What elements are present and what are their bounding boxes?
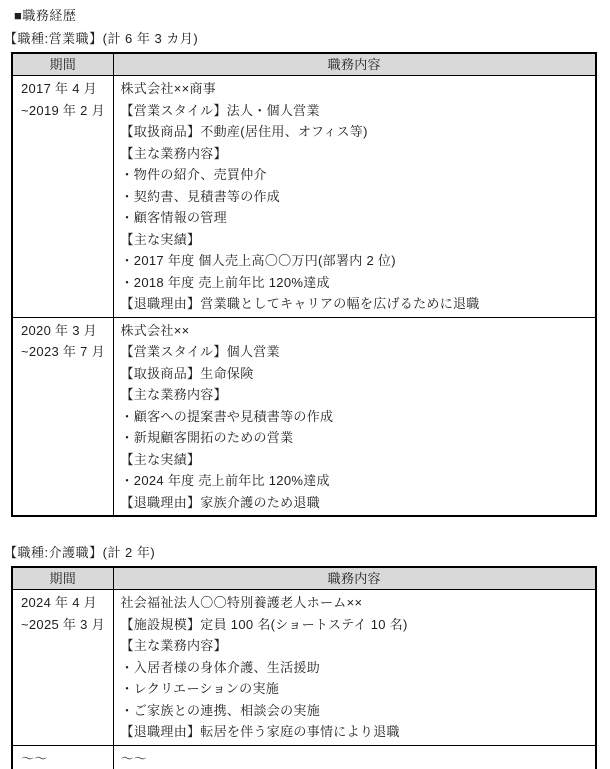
detail-line: 【営業スタイル】法人・個人営業 <box>120 102 320 118</box>
details-cell <box>113 76 596 318</box>
column-header-period: 期間 <box>12 53 113 76</box>
detail-line: ・新規顧客開拓のための営業 <box>120 430 294 445</box>
table-header <box>12 567 596 590</box>
table-body <box>12 76 596 517</box>
detail-line: ・2018 年度 売上前年比 120%達成 <box>120 274 330 290</box>
period-line: 2017 年 4 月 <box>21 81 97 96</box>
detail-line: 【主な実績】 <box>120 231 201 247</box>
detail-line: ・ご家族との連携、相談会の実施 <box>120 702 321 718</box>
detail-line: 【退職理由】営業職としてキャリアの幅を広げるために退職 <box>120 296 480 311</box>
period-line: 〜〜 <box>21 750 48 766</box>
detail-line: ・顧客への提案書や見積書等の作成 <box>120 408 334 424</box>
period-cell <box>12 590 113 746</box>
page-title: ■職務経歴 <box>14 8 77 23</box>
detail-line: ・入居者様の身体介護、生活援助 <box>120 659 321 675</box>
detail-line: 【施設規模】定員 100 名(ショートステイ 10 名) <box>120 616 408 632</box>
detail-line: ・2024 年度 売上前年比 120%達成 <box>120 473 330 488</box>
detail-line: 【退職理由】家族介護のため退職 <box>120 494 321 510</box>
table-row <box>12 745 596 769</box>
detail-line: 【取扱商品】生命保険 <box>120 365 254 381</box>
details-cell <box>113 317 596 516</box>
detail-line: ・レクリエーションの実施 <box>120 681 280 696</box>
detail-line: 【主な業務内容】 <box>120 145 227 161</box>
table-header <box>12 53 596 76</box>
work-history-table <box>11 52 597 517</box>
column-header-details: 職務内容 <box>113 567 596 590</box>
column-header-period: 期間 <box>12 567 113 590</box>
detail-line: 株式会社×× <box>120 322 190 338</box>
detail-line: 【主な業務内容】 <box>120 638 227 653</box>
details-cell <box>113 745 596 769</box>
section-heading: 【職種:営業職】(計 6 年 3 カ月) <box>4 31 199 46</box>
table-body <box>12 590 596 769</box>
work-history-section <box>4 544 597 769</box>
detail-line: 【主な実績】 <box>120 451 201 467</box>
detail-line: ・顧客情報の管理 <box>120 210 227 225</box>
work-history-table <box>11 566 597 769</box>
table-row <box>12 317 596 516</box>
table-row <box>12 590 596 746</box>
header-row <box>12 53 596 76</box>
period-cell <box>12 745 113 769</box>
detail-line: 【営業スタイル】個人営業 <box>120 344 280 359</box>
details-cell <box>113 590 596 746</box>
period-line: 2024 年 4 月 <box>21 595 97 610</box>
header-row <box>12 567 596 590</box>
period-line: ~2025 年 3 月 <box>21 616 105 632</box>
detail-line: 【主な業務内容】 <box>120 387 227 402</box>
period-cell <box>12 76 113 318</box>
detail-line: 【退職理由】転居を伴う家庭の事情により退職 <box>120 724 400 739</box>
detail-line: ・契約書、見積書等の作成 <box>120 188 281 204</box>
period-line: ~2023 年 7 月 <box>21 344 105 359</box>
period-line: 2020 年 3 月 <box>21 322 97 338</box>
detail-line: ・2017 年度 個人売上高〇〇万円(部署内 2 位) <box>120 253 396 268</box>
detail-line: 株式会社××商事 <box>120 81 217 96</box>
detail-line: ・物件の紹介、売買仲介 <box>120 167 267 182</box>
period-cell <box>12 317 113 516</box>
table-row <box>12 76 596 318</box>
section-heading: 【職種:介護職】(計 2 年) <box>4 545 156 560</box>
work-history-section <box>4 30 597 517</box>
column-header-details: 職務内容 <box>113 53 596 76</box>
sections-container <box>4 30 597 769</box>
detail-line: 〜〜 <box>120 750 148 766</box>
period-line: ~2019 年 2 月 <box>21 102 105 118</box>
detail-line: 社会福祉法人〇〇特別養護老人ホーム×× <box>120 595 363 610</box>
detail-line: 【取扱商品】不動産(居住用、オフィス等) <box>120 124 368 139</box>
